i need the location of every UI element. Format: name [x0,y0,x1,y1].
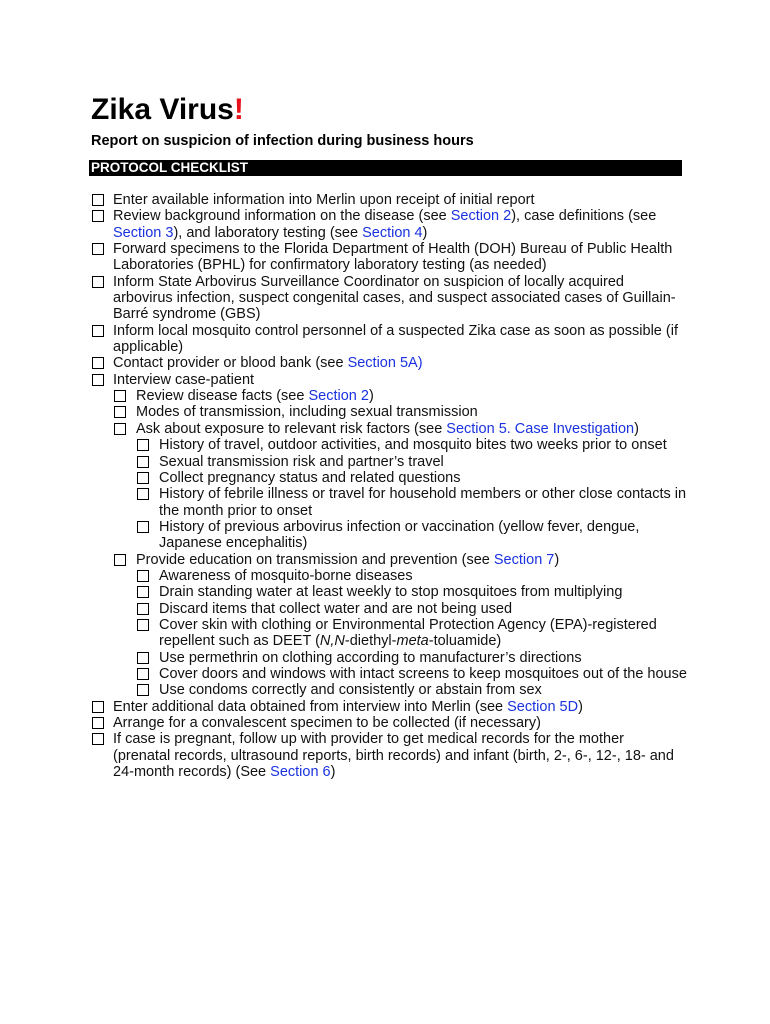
checklist-item [0,404,770,420]
checklist-item-text [136,388,686,404]
item-text-segment: ) [422,224,428,241]
checklist-item [0,519,770,552]
item-text-segment: ), case definitions (see [511,208,657,225]
checklist-item-text [159,470,689,486]
checklist-item-text [159,584,689,600]
checklist-item-text [136,421,686,437]
checkbox[interactable] [92,325,104,337]
section-link[interactable]: Section 7 [493,551,555,568]
item-text-segment: If case is pregnant, follow up with provider to get medical records for the mother (prenatal records, ultrasound reports, birth records) and infant (birth, 2-, 6-, 12-, 18- and 24-month records) (See [113,731,674,781]
checkbox[interactable] [92,701,104,713]
item-text-segment: Review disease facts (see [136,388,309,405]
item-text-segment: ) [330,764,336,781]
checklist-item [0,355,770,371]
checkbox[interactable] [137,472,149,484]
checklist-item [0,274,770,323]
checklist-item [0,715,770,731]
item-text-segment: Contact provider or blood bank (see [113,355,348,372]
checklist-item [0,666,770,682]
item-text-segment: Discard items that collect water and are not being used [159,600,513,617]
checklist-item-text [159,650,689,666]
checklist-item [0,699,770,715]
item-text-segment: ) [554,551,560,568]
section-link[interactable]: Section 5. Case Investigation [446,420,635,437]
item-text-segment: Inform local mosquito control personnel of a suspected Zika case as soon as possible (if applicable) [113,322,678,356]
checklist-item-text [159,454,689,470]
checklist-item-text [113,699,685,715]
item-text-segment: Provide education on transmission and prevention (see [136,551,494,568]
item-text-segment: ) [634,420,639,437]
section-link[interactable]: Section 4 [362,224,423,241]
item-text-segment: ) [578,698,583,715]
section-link[interactable]: Section 5A) [347,355,423,372]
checklist-item [0,421,770,437]
item-text-segment: Awareness of mosquito-borne diseases [159,567,413,584]
checkbox[interactable] [92,276,104,288]
document-subtitle: Report on suspicion of infection during business hours [91,133,474,149]
item-text-segment: History of febrile illness or travel for household members or other close contacts in the month prior to onset [159,486,687,519]
checklist-item-text [113,323,685,356]
checklist-item-text [159,437,689,453]
checkbox[interactable] [137,684,149,696]
checklist-item-text [159,682,689,698]
checklist-item [0,470,770,486]
checkbox[interactable] [114,423,126,435]
checklist-item-text [113,372,685,388]
checkbox[interactable] [92,243,104,255]
protocol-checklist-header: PROTOCOL CHECKLIST [89,160,682,176]
item-text-segment: ), and laboratory testing (see [173,224,363,241]
checklist-item [0,568,770,584]
item-text-segment: Interview case-patient [113,371,255,388]
checkbox[interactable] [92,357,104,369]
checklist-item [0,208,770,241]
checkbox[interactable] [92,717,104,729]
section-link[interactable]: Section 2 [308,388,369,405]
checklist-item [0,601,770,617]
checkbox[interactable] [137,521,149,533]
checkbox[interactable] [92,194,104,206]
checklist-item [0,192,770,208]
checklist-item [0,731,770,780]
item-text-segment: -diethyl- [344,633,397,650]
item-text-segment: Enter additional data obtained from interview into Merlin (see [113,698,508,715]
item-text-segment: Cover skin with clothing or Environmental Protection Agency (EPA)-registered repellent such as DEET ( [159,616,657,650]
checklist-item-text [113,274,685,323]
protocol-checklist [0,192,770,780]
checkbox[interactable] [137,439,149,451]
section-link[interactable]: Section 6 [270,764,331,781]
checklist-item-text [159,486,689,519]
section-link[interactable]: Section 5D [507,698,579,715]
checklist-item-text [113,355,685,371]
checkbox[interactable] [114,554,126,566]
item-text-segment: Forward specimens to the Florida Department of Health (DOH) Bureau of Public Health Laboratories (BPHL) for confirmatory laboratory testing (as needed) [113,241,673,274]
checklist-item [0,552,770,568]
item-text-segment: Arrange for a convalescent specimen to be collected (if necessary) [113,715,541,732]
checklist-item [0,388,770,404]
checkbox[interactable] [137,570,149,582]
checklist-item [0,241,770,274]
checkbox[interactable] [92,733,104,745]
item-text-segment: Enter available information into Merlin upon receipt of initial report [113,192,535,208]
checklist-item-text [159,568,689,584]
checklist-item-text [113,192,685,208]
checklist-item-text [159,666,689,682]
item-text-segment: Ask about exposure to relevant risk factors (see [136,420,447,437]
checkbox[interactable] [114,406,126,418]
checklist-item-text [159,601,689,617]
title-exclamation: ! [233,93,244,126]
checklist-item-text [113,241,685,274]
item-text-segment: Review background information on the disease (see [113,208,451,225]
item-text-segment: History of travel, outdoor activities, and mosquito bites two weeks prior to onset [159,437,667,454]
item-text-segment: ) [368,388,374,405]
section-link[interactable]: Section 3 [113,224,174,241]
document-title-text: Zika Virus [91,93,234,126]
item-text-segment: Inform State Arbovirus Surveillance Coordinator on suspicion of locally acquired arbovirus infection, suspect congenital cases, and suspect associated cases of Guillain-Barré syndrome (GBS) [113,273,676,323]
checklist-item-text [159,617,689,650]
checklist-item [0,617,770,650]
item-text-segment: Cover doors and windows with intact screens to keep mosquitoes out of the house [159,665,687,682]
checklist-item-text [113,715,685,731]
checkbox[interactable] [137,619,149,631]
checklist-item [0,454,770,470]
checkbox[interactable] [137,488,149,500]
checklist-item [0,682,770,698]
item-text-segment: History of previous arbovirus infection or vaccination (yellow fever, dengue, Japanese encephalitis) [159,518,640,552]
checkbox[interactable] [137,456,149,468]
checklist-item-text [136,552,686,568]
item-text-segment: Use condoms correctly and consistently or abstain from sex [159,682,542,699]
checkbox[interactable] [137,603,149,615]
item-text-segment: Sexual transmission risk and partner’s travel [159,453,444,470]
item-text-segment: Collect pregnancy status and related questions [159,469,461,486]
checklist-item [0,486,770,519]
checklist-item-text [159,519,689,552]
checklist-item [0,650,770,666]
item-text-segment: N,N [319,633,345,650]
checkbox[interactable] [137,668,149,680]
checkbox[interactable] [114,390,126,402]
checklist-item-text [136,404,686,420]
checklist-item-text [113,208,685,241]
checklist-item-text [113,731,685,780]
checkbox[interactable] [92,374,104,386]
document-title [91,92,244,128]
item-text-segment: Use permethrin on clothing according to manufacturer’s directions [159,649,582,666]
checkbox[interactable] [137,652,149,664]
section-link[interactable]: Section 2 [450,208,512,225]
checkbox[interactable] [92,210,104,222]
item-text-segment: meta [396,633,429,650]
item-text-segment: Drain standing water at least weekly to stop mosquitoes from multiplying [159,584,623,601]
item-text-segment: -toluamide) [428,633,502,650]
checklist-item [0,437,770,453]
checklist-item [0,372,770,388]
checkbox[interactable] [137,586,149,598]
checklist-item [0,323,770,356]
item-text-segment: Modes of transmission, including sexual transmission [136,404,478,421]
checklist-item [0,584,770,600]
